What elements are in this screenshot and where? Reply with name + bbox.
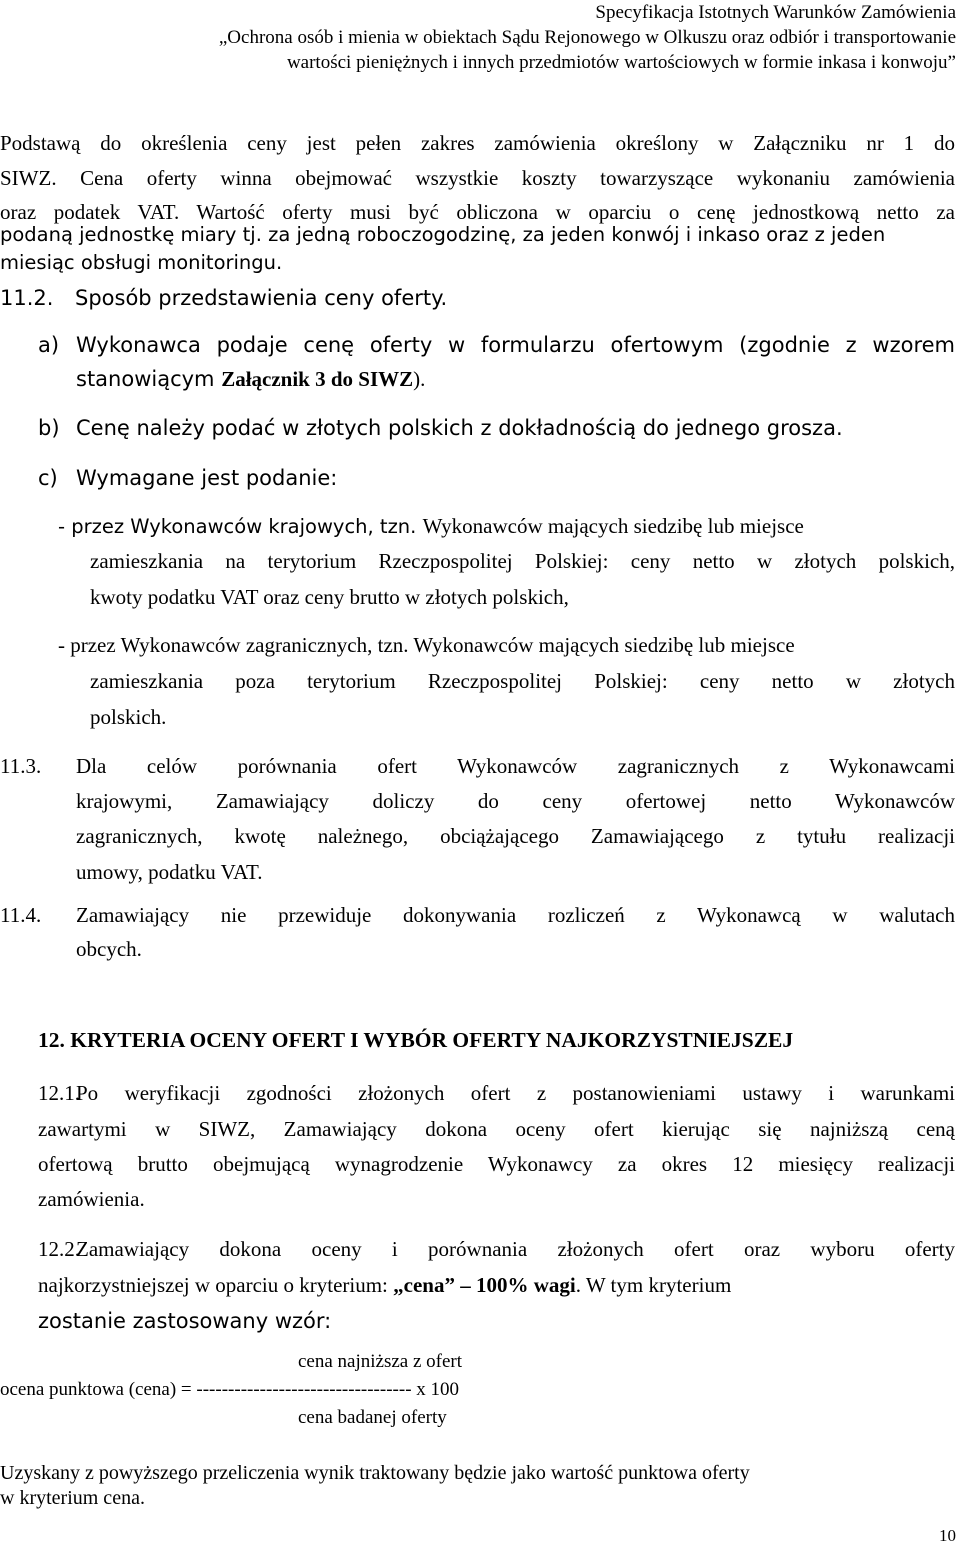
section-number: 12.2. <box>38 1237 80 1261</box>
section-12-2-line-2 <box>38 1270 731 1300</box>
section-title: Sposób przedstawienia ceny oferty. <box>75 286 448 310</box>
formula-numerator: cena najniższa z ofert <box>298 1351 463 1372</box>
item-b-label: b) <box>38 416 60 440</box>
intro-line-3: oraz podatek VAT. Wartość oferty musi być obliczona w oparciu o cenę jednostkową netto za <box>0 200 955 224</box>
formula-denominator: cena badanej oferty <box>298 1407 447 1428</box>
item-a-line-2c: ). <box>413 367 426 391</box>
item-c-text: Wymagane jest podanie: <box>76 466 338 490</box>
dash-item-domestic-line-3: kwoty podatku VAT oraz ceny brutto w złotych polskich, <box>90 585 569 609</box>
item-a-label: a) <box>38 333 60 357</box>
dash-item-foreign-line-1a: - przez Wykonawców zagranicznych, tzn. <box>58 633 414 657</box>
section-11-3-line-4: umowy, podatku VAT. <box>76 860 263 884</box>
closing-line-2: w kryterium cena. <box>0 1487 145 1509</box>
header-subject-line-2: wartości pieniężnych i innych przedmiotów wartościowych w formie inkasa i konwoju” <box>286 52 956 73</box>
section-11-3-line-3: zagranicznych, kwotę należnego, obciążającego Zamawiającego z tytułu realizacji <box>76 824 955 848</box>
item-a-line-1: Wykonawca podaje cenę oferty w formularzu ofertowym (zgodnie z wzorem <box>76 333 955 357</box>
dash-item-foreign-line-3: polskich. <box>90 705 167 729</box>
intro-line-4a: podaną jednostkę miary tj. <box>0 223 269 246</box>
section-number: 11.3. <box>0 754 42 778</box>
section-12-1-line-2: zawartymi w SIWZ, Zamawiający dokona oceny ofert kierując się najniższą ceną <box>38 1117 955 1141</box>
intro-line-1: Podstawą do określenia ceny jest pełen zakres zamówienia określony w Załączniku nr 1 do <box>0 131 955 155</box>
section-12-2-line-2a: najkorzystniejszej w oparciu o kryterium: <box>38 1273 394 1297</box>
section-12-1-line-1: Po weryfikacji zgodności złożonych ofert z postanowieniami ustawy i warunkami <box>76 1081 955 1105</box>
section-12-2-line-3: zostanie zastosowany wzór: <box>38 1309 332 1333</box>
item-b-text: Cenę należy podać w złotych polskich z dokładnością do jednego grosza. <box>76 416 843 440</box>
criterion-weight: „cena” – 100% wagi <box>393 1273 576 1297</box>
header-subject-line-1: „Ochrona osób i mienia w obiektach Sądu Rejonowego w Olkuszu oraz odbiór i transportowanie <box>218 27 956 48</box>
section-12-2-line-1: Zamawiający dokona oceny i porównania złożonych ofert oraz wyboru oferty <box>76 1237 955 1261</box>
dash-item-domestic-line-1a: - przez Wykonawców krajowych, tzn. <box>58 515 423 538</box>
section-number: 11.4. <box>0 903 42 927</box>
section-number: 11.2. <box>0 286 54 310</box>
dash-item-domestic-line-1 <box>58 511 804 542</box>
item-a-line-2 <box>76 364 425 394</box>
section-12-heading: 12. KRYTERIA OCENY OFERT I WYBÓR OFERTY NAJKORZYSTNIEJSZEJ <box>38 1028 794 1052</box>
item-a-line-2a: stanowiącym <box>76 367 222 391</box>
intro-line-5: miesiąc obsługi monitoringu. <box>0 251 283 274</box>
header-title: Specyfikacja Istotnych Warunków Zamówienia <box>595 2 956 23</box>
section-11-3-line-1: Dla celów porównania ofert Wykonawców zagranicznych z Wykonawcami <box>76 754 955 778</box>
dash-item-foreign-line-2: zamieszkania poza terytorium Rzeczpospolitej Polskiej: ceny netto w złotych <box>90 669 955 693</box>
dash-item-domestic-line-2: zamieszkania na terytorium Rzeczpospolitej Polskiej: ceny netto w złotych polskich, <box>90 549 955 573</box>
section-12-1-line-3: ofertową brutto obejmującą wynagrodzenie Wykonawcy za okres 12 miesięcy realizacji <box>38 1152 955 1176</box>
attachment-reference: Załącznik 3 do SIWZ <box>221 367 414 391</box>
intro-line-2: SIWZ. Cena oferty winna obejmować wszystkie koszty towarzyszące wykonaniu zamówienia <box>0 166 955 190</box>
section-number: 12.1. <box>38 1081 80 1105</box>
item-c-label: c) <box>38 466 58 490</box>
closing-line-1: Uzyskany z powyższego przeliczenia wynik traktowany będzie jako wartość punktowa oferty <box>0 1462 750 1484</box>
dash-item-domestic-line-1b: Wykonawców mających siedzibę lub miejsce <box>422 514 804 538</box>
dash-item-foreign-line-1b: Wykonawców mających siedzibę lub miejsce <box>413 633 795 657</box>
section-12-2-line-2c: . W tym kryterium <box>575 1273 732 1297</box>
section-12-1-line-4: zamówienia. <box>38 1187 145 1211</box>
section-11-4-line-2: obcych. <box>76 937 142 961</box>
dash-item-foreign-line-1 <box>58 630 795 660</box>
page-number: 10 <box>939 1526 956 1545</box>
formula-main-line: ocena punktowa (cena) = ---------------------------------- x 100 <box>0 1379 460 1400</box>
intro-line-4 <box>0 220 885 250</box>
intro-line-4b: za jedną roboczogodzinę, za jeden konwój i inkaso oraz z jeden <box>268 223 886 246</box>
section-11-4-line-1: Zamawiający nie przewiduje dokonywania rozliczeń z Wykonawcą w walutach <box>76 903 955 927</box>
section-11-3-line-2: krajowymi, Zamawiający doliczy do ceny ofertowej netto Wykonawców <box>76 789 955 813</box>
